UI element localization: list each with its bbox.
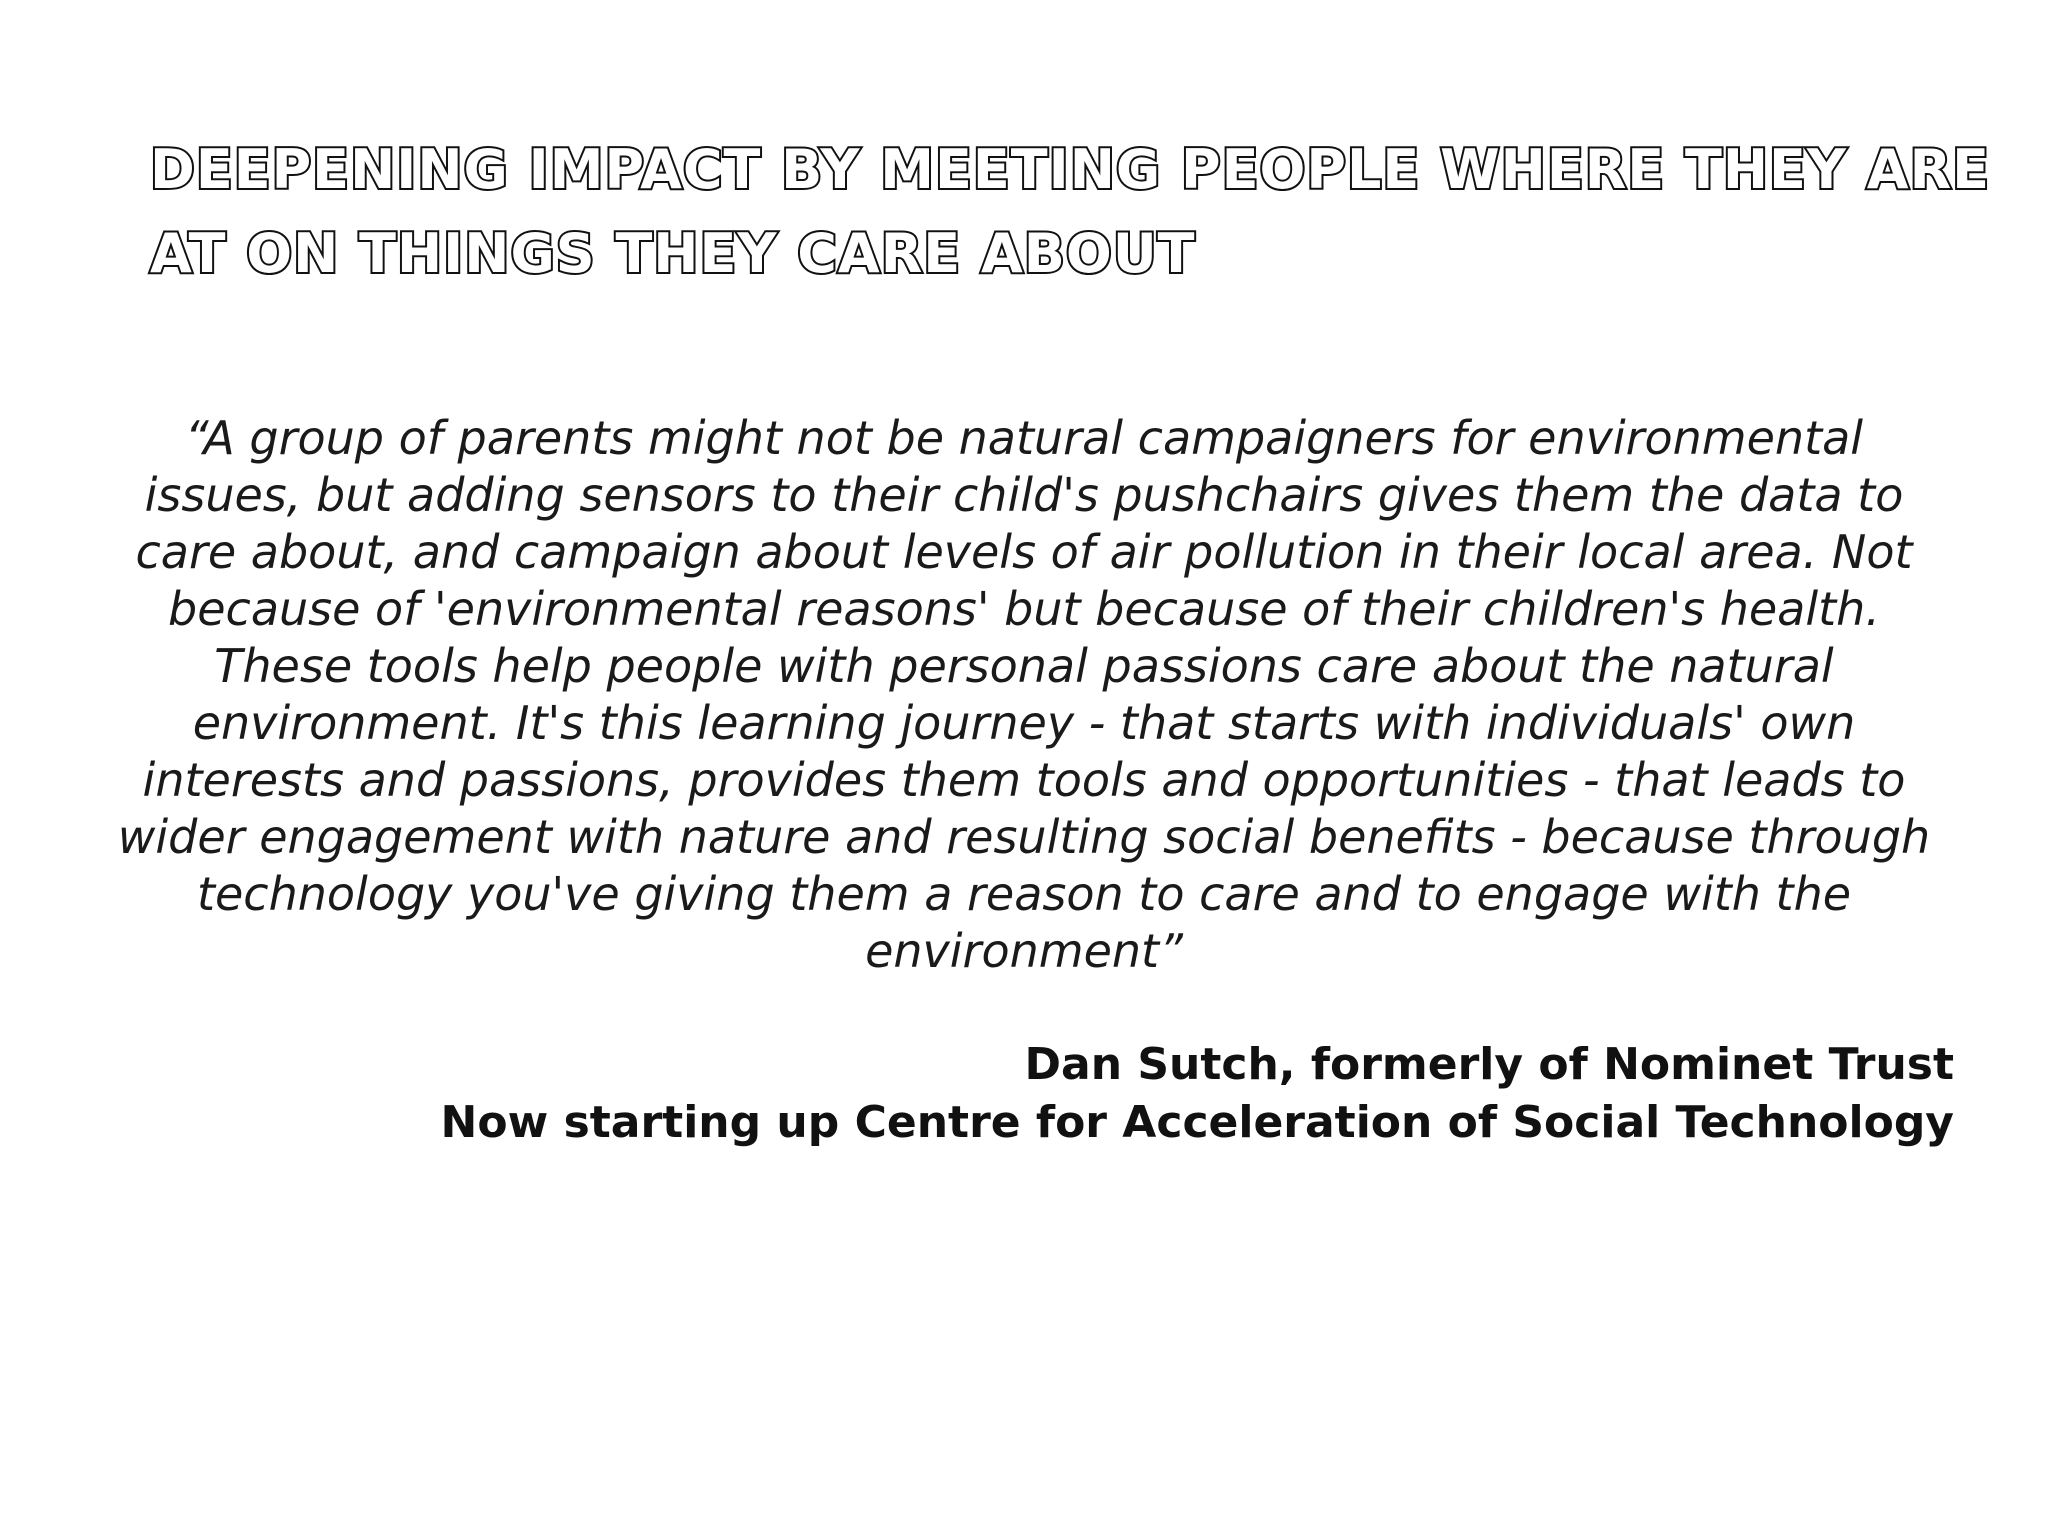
quote-line-3: care about, and campaign about levels of air pollution in their local area. Not (135, 525, 1913, 579)
quote-line-1: “A group of parents might not be natural campaigners for environmental (184, 411, 1864, 465)
quote-text (100, 410, 1948, 980)
attribution-role: Now starting up Centre for Acceleration of Social Technology (440, 1097, 1954, 1148)
quote-line-2: issues, but adding sensors to their child's pushchairs gives them the data to (144, 468, 1904, 522)
quote-attribution (441, 1036, 1954, 1152)
quote-line-5: These tools help people with personal passions care about the natural (214, 639, 1834, 693)
slide-title (150, 128, 1991, 296)
quote-line-9: technology you've giving them a reason to care and to engage with the (196, 867, 1852, 921)
attribution-name: Dan Sutch, formerly of Nominet Trust (1024, 1039, 1954, 1090)
title-line-2: AT ON THINGS THEY CARE ABOUT (150, 222, 1196, 285)
title-line-1: DEEPENING IMPACT BY MEETING PEOPLE WHERE THEY ARE (150, 138, 1991, 201)
quote-line-8: wider engagement with nature and resulting social benefits - because through (117, 810, 1931, 864)
quote-line-4: because of 'environmental reasons' but because of their children's health. (168, 582, 1880, 636)
quote-line-6: environment. It's this learning journey - that starts with individuals' own (192, 696, 1856, 750)
quote-line-10: environment” (865, 924, 1183, 978)
quote-line-7: interests and passions, provides them tools and opportunities - that leads to (142, 753, 1906, 807)
